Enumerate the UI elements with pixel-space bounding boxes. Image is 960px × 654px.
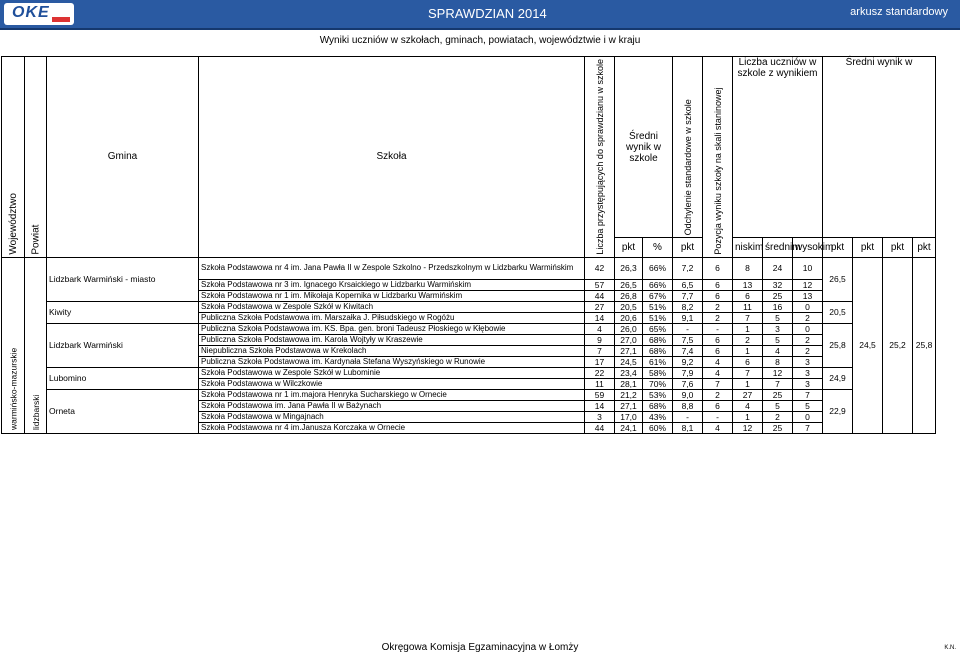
school-name: Publiczna Szkoła Podstawowa im. KS. Bpa. gen. broni Tadeusz Płoskiego w Kłębowie	[199, 323, 585, 334]
liczba-cell: 7	[585, 345, 615, 356]
powiat-avg-cell: 24,5	[853, 257, 883, 433]
liczba-cell: 57	[585, 279, 615, 290]
table-row	[2, 301, 959, 312]
liczba-cell: 4	[585, 323, 615, 334]
sredni-pkt-cell: 17,0	[615, 411, 643, 422]
niskim-cell: 6	[733, 356, 763, 367]
gmina-avg-cell: 20,5	[823, 301, 853, 323]
wysokim-cell: 7	[793, 422, 823, 433]
niskim-cell: 1	[733, 323, 763, 334]
col-odchylenie: Odchylenie standardowe w szkole	[673, 57, 703, 238]
sredni-pct-cell: 65%	[643, 323, 673, 334]
sub-niskim: niskim	[733, 238, 763, 257]
col-powiat: Powiat	[25, 57, 47, 258]
unit-pkt: pkt	[883, 238, 913, 257]
sredni-pct-cell: 58%	[643, 367, 673, 378]
srednim-cell: 5	[763, 312, 793, 323]
odchylenie-cell: 6,5	[673, 279, 703, 290]
wysokim-cell: 0	[793, 301, 823, 312]
wojewodztwo-cell: warmińsko-mazurskie	[2, 257, 25, 433]
sredni-pkt-cell: 23,4	[615, 367, 643, 378]
powiat-cell: lidzbarski	[25, 257, 47, 433]
pozycja-cell: 7	[703, 378, 733, 389]
pozycja-cell: 2	[703, 312, 733, 323]
sredni-pct-cell: 67%	[643, 290, 673, 301]
odchylenie-cell: 7,5	[673, 334, 703, 345]
liczba-cell: 14	[585, 312, 615, 323]
liczba-cell: 14	[585, 400, 615, 411]
sredni-pkt-cell: 26,3	[615, 257, 643, 279]
wysokim-cell: 0	[793, 323, 823, 334]
wysokim-cell: 13	[793, 290, 823, 301]
sredni-pct-cell: 43%	[643, 411, 673, 422]
srednim-cell: 25	[763, 389, 793, 400]
page-title: SPRAWDZIAN 2014	[428, 6, 547, 21]
school-name: Szkoła Podstawowa w Mingajnach	[199, 411, 585, 422]
srednim-cell: 32	[763, 279, 793, 290]
wysokim-cell: 3	[793, 367, 823, 378]
col-szkola: Szkoła	[199, 57, 585, 258]
school-name: Szkoła Podstawowa w Wilczkowie	[199, 378, 585, 389]
sredni-pct-cell: 66%	[643, 279, 673, 290]
wysokim-cell: 5	[793, 400, 823, 411]
srednim-cell: 7	[763, 378, 793, 389]
sredni-pct-cell: 60%	[643, 422, 673, 433]
sredni-pct-cell: 61%	[643, 356, 673, 367]
srednim-cell: 4	[763, 345, 793, 356]
liczba-cell: 11	[585, 378, 615, 389]
odchylenie-cell: 7,6	[673, 378, 703, 389]
srednim-cell: 8	[763, 356, 793, 367]
sredni-pkt-cell: 21,2	[615, 389, 643, 400]
liczba-cell: 9	[585, 334, 615, 345]
sredni-pkt-cell: 26,0	[615, 323, 643, 334]
odchylenie-cell: 7,9	[673, 367, 703, 378]
niskim-cell: 13	[733, 279, 763, 290]
school-name: Szkoła Podstawowa im. Jana Pawła II w Bażynach	[199, 400, 585, 411]
pozycja-cell: 6	[703, 345, 733, 356]
wysokim-cell: 10	[793, 257, 823, 279]
gmina-name: Lubomino	[47, 367, 199, 389]
wysokim-cell: 2	[793, 345, 823, 356]
odchylenie-cell: -	[673, 411, 703, 422]
niskim-cell: 27	[733, 389, 763, 400]
school-name: Publiczna Szkoła Podstawowa im. Marszałka J. Piłsudskiego w Rogóżu	[199, 312, 585, 323]
niskim-cell: 1	[733, 378, 763, 389]
sredni-pkt-cell: 27,1	[615, 345, 643, 356]
odchylenie-cell: 7,2	[673, 257, 703, 279]
gmina-name: Kiwity	[47, 301, 199, 323]
sredni-pkt-cell: 24,1	[615, 422, 643, 433]
niskim-cell: 12	[733, 422, 763, 433]
odchylenie-cell: -	[673, 323, 703, 334]
footer: Okręgowa Komisja Egzaminacyjna w Łomży	[381, 642, 579, 653]
pozycja-cell: 4	[703, 367, 733, 378]
sredni-pkt-cell: 20,5	[615, 301, 643, 312]
col-sredni: Średni wynik w szkole	[615, 57, 673, 238]
sub-srednim: średnim	[763, 238, 793, 257]
school-name: Szkoła Podstawowa w Zespole Szkół w Lubominie	[199, 367, 585, 378]
srednim-cell: 25	[763, 290, 793, 301]
wysokim-cell: 0	[793, 411, 823, 422]
gmina-avg-cell: 22,9	[823, 389, 853, 433]
srednim-cell: 2	[763, 411, 793, 422]
table-row	[2, 389, 959, 400]
niskim-cell: 1	[733, 411, 763, 422]
niskim-cell: 6	[733, 290, 763, 301]
srednim-cell: 3	[763, 323, 793, 334]
odchylenie-cell: 8,8	[673, 400, 703, 411]
school-name: Szkoła Podstawowa nr 4 im.Janusza Korczaka w Ornecie	[199, 422, 585, 433]
pozycja-cell: 2	[703, 389, 733, 400]
col-wojewodztwo: Województwo	[2, 57, 25, 258]
sredni-pkt-cell: 20,6	[615, 312, 643, 323]
srednim-cell: 12	[763, 367, 793, 378]
sredni-pkt-cell: 28,1	[615, 378, 643, 389]
header-bar	[0, 0, 960, 30]
sredni-pct-cell: 53%	[643, 389, 673, 400]
sredni-pct-cell: 68%	[643, 345, 673, 356]
sredni-pct-cell: 51%	[643, 301, 673, 312]
sheet-type: arkusz standardowy	[850, 6, 948, 18]
odchylenie-cell: 9,2	[673, 356, 703, 367]
pozycja-cell: 4	[703, 422, 733, 433]
col-sredni-w: Średni wynik w	[823, 57, 936, 238]
srednim-cell: 5	[763, 334, 793, 345]
pozycja-cell: -	[703, 411, 733, 422]
sub-wysokim: wysokim	[793, 238, 823, 257]
sredni-pct-cell: 68%	[643, 400, 673, 411]
liczba-cell: 27	[585, 301, 615, 312]
woj-avg-cell: 25,2	[883, 257, 913, 433]
gmina-name: Orneta	[47, 389, 199, 433]
sredni-pct-cell: 70%	[643, 378, 673, 389]
col-liczba-uczniow: Liczba uczniów w szkole z wynikiem	[733, 57, 823, 238]
pozycja-cell: 6	[703, 400, 733, 411]
wysokim-cell: 3	[793, 378, 823, 389]
wysokim-cell: 7	[793, 389, 823, 400]
school-name: Szkoła Podstawowa nr 1 im.majora Henryka Sucharskiego w Ornecie	[199, 389, 585, 400]
school-name: Szkoła Podstawowa w Zespole Szkół w Kiwitach	[199, 301, 585, 312]
odchylenie-cell: 8,1	[673, 422, 703, 433]
unit-pct: %	[643, 238, 673, 257]
subtitle: Wyniki uczniów w szkołach, gminach, powiatach, województwie i w kraju	[319, 35, 641, 46]
table-row	[2, 367, 959, 378]
unit-pkt: pkt	[673, 238, 703, 257]
pozycja-cell: 6	[703, 279, 733, 290]
school-name: Publiczna Szkoła Podstawowa im. Kardynała Stefana Wyszyńskiego w Runowie	[199, 356, 585, 367]
niskim-cell: 7	[733, 312, 763, 323]
liczba-cell: 44	[585, 290, 615, 301]
col-gmina: Gmina	[47, 57, 199, 258]
liczba-cell: 22	[585, 367, 615, 378]
liczba-cell: 59	[585, 389, 615, 400]
wysokim-cell: 3	[793, 356, 823, 367]
pozycja-cell: 6	[703, 334, 733, 345]
results-table	[1, 56, 959, 434]
wysokim-cell: 12	[793, 279, 823, 290]
niskim-cell: 11	[733, 301, 763, 312]
sredni-pct-cell: 68%	[643, 334, 673, 345]
pozycja-cell: 2	[703, 301, 733, 312]
odchylenie-cell: 7,7	[673, 290, 703, 301]
odchylenie-cell: 8,2	[673, 301, 703, 312]
initials: K.N.	[944, 645, 956, 651]
srednim-cell: 25	[763, 422, 793, 433]
pozycja-cell: 4	[703, 356, 733, 367]
sredni-pkt-cell: 26,5	[615, 279, 643, 290]
gmina-name: Lidzbark Warmiński	[47, 323, 199, 367]
liczba-cell: 42	[585, 257, 615, 279]
niskim-cell: 2	[733, 334, 763, 345]
srednim-cell: 5	[763, 400, 793, 411]
pozycja-cell: 6	[703, 257, 733, 279]
wysokim-cell: 2	[793, 334, 823, 345]
niskim-cell: 1	[733, 345, 763, 356]
school-name: Szkoła Podstawowa nr 3 im. Ignacego Krsaickiego w Lidzbarku Warmińskim	[199, 279, 585, 290]
niskim-cell: 8	[733, 257, 763, 279]
unit-pkt: pkt	[853, 238, 883, 257]
niskim-cell: 7	[733, 367, 763, 378]
gmina-avg-cell: 26,5	[823, 257, 853, 301]
srednim-cell: 24	[763, 257, 793, 279]
pozycja-cell: 6	[703, 290, 733, 301]
sredni-pkt-cell: 24,5	[615, 356, 643, 367]
odchylenie-cell: 9,0	[673, 389, 703, 400]
unit-pkt: pkt	[823, 238, 853, 257]
sredni-pct-cell: 66%	[643, 257, 673, 279]
unit-pkt: pkt	[615, 238, 643, 257]
school-name: Niepubliczna Szkoła Podstawowa w Krekolach	[199, 345, 585, 356]
col-pozycja: Pozycja wyniku szkoły na skali staninowej	[703, 57, 733, 258]
table-row	[2, 323, 959, 334]
school-name: Szkoła Podstawowa nr 1 im. Mikołaja Kopernika w Lidzbarku Warmińskim	[199, 290, 585, 301]
sredni-pkt-cell: 27,0	[615, 334, 643, 345]
school-name: Publiczna Szkoła Podstawowa im. Karola Wojtyły w Kraszewie	[199, 334, 585, 345]
sredni-pct-cell: 51%	[643, 312, 673, 323]
sredni-pkt-cell: 27,1	[615, 400, 643, 411]
kraj-avg-cell: 25,8	[913, 257, 936, 433]
liczba-cell: 44	[585, 422, 615, 433]
gmina-avg-cell: 24,9	[823, 367, 853, 389]
school-name: Szkoła Podstawowa nr 4 im. Jana Pawła II w Zespole Szkolno - Przedszkolnym w Lidzbarku Warmińskim	[199, 257, 585, 279]
wysokim-cell: 2	[793, 312, 823, 323]
table-row	[2, 257, 959, 279]
gmina-name: Lidzbark Warmiński - miasto	[47, 257, 199, 301]
niskim-cell: 4	[733, 400, 763, 411]
odchylenie-cell: 7,4	[673, 345, 703, 356]
sredni-pkt-cell: 26,8	[615, 290, 643, 301]
pozycja-cell: -	[703, 323, 733, 334]
gmina-avg-cell: 25,8	[823, 323, 853, 367]
oke-logo: OKE	[4, 3, 74, 25]
col-liczba: Liczba przystępujących do sprawdzianu w szkole	[585, 57, 615, 258]
unit-pkt: pkt	[913, 238, 936, 257]
srednim-cell: 16	[763, 301, 793, 312]
liczba-cell: 3	[585, 411, 615, 422]
odchylenie-cell: 9,1	[673, 312, 703, 323]
liczba-cell: 17	[585, 356, 615, 367]
